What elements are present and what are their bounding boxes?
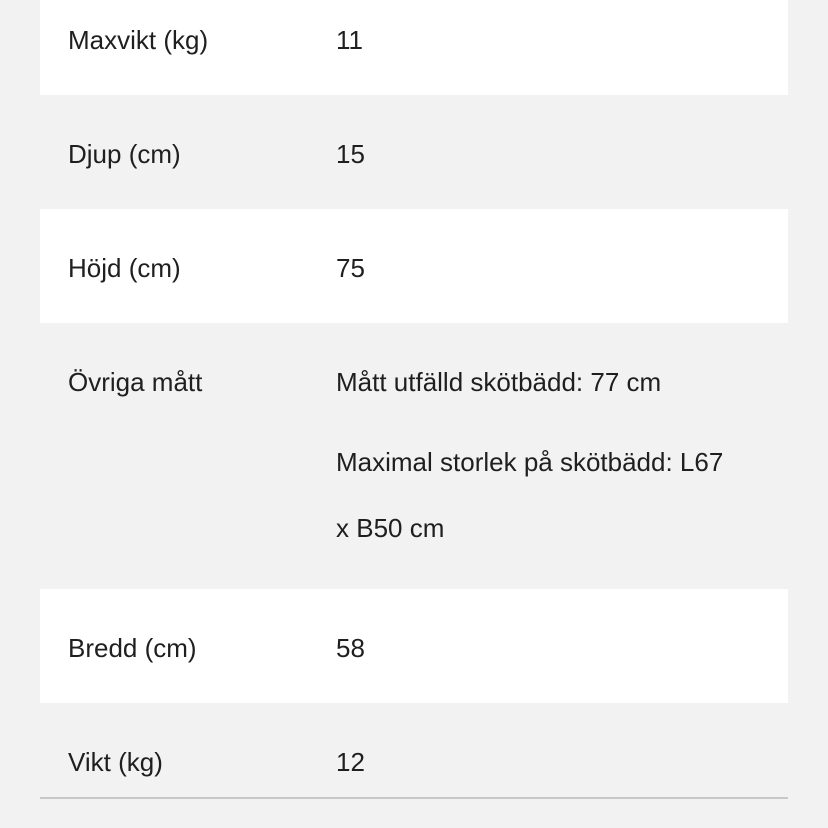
spec-row-other-dimensions [40, 323, 788, 589]
spec-value-line: x B50 cm [336, 513, 445, 543]
spec-value: 11 [336, 25, 363, 55]
spec-row-max-weight [40, 0, 788, 95]
spec-row-depth [40, 95, 788, 209]
spec-label: Bredd (cm) [68, 633, 197, 663]
spec-label: Övriga mått [68, 367, 203, 397]
spec-label: Vikt (kg) [68, 747, 163, 777]
spec-row-weight [40, 703, 788, 817]
spec-value: 12 [336, 747, 365, 777]
spec-value-line: Maximal storlek på skötbädd: L67 [336, 447, 724, 477]
spec-row-width [40, 589, 788, 703]
spec-label: Djup (cm) [68, 139, 181, 169]
spec-value: 58 [336, 633, 365, 663]
specifications-table [40, 0, 788, 817]
spec-label: Höjd (cm) [68, 253, 181, 283]
bottom-divider [40, 797, 788, 799]
spec-value: 75 [336, 253, 365, 283]
spec-row-height [40, 209, 788, 323]
spec-label: Maxvikt (kg) [68, 25, 209, 55]
spec-value-multiline [336, 363, 760, 561]
spec-value: 15 [336, 139, 365, 169]
spec-value-line: Mått utfälld skötbädd: 77 cm [336, 367, 662, 397]
